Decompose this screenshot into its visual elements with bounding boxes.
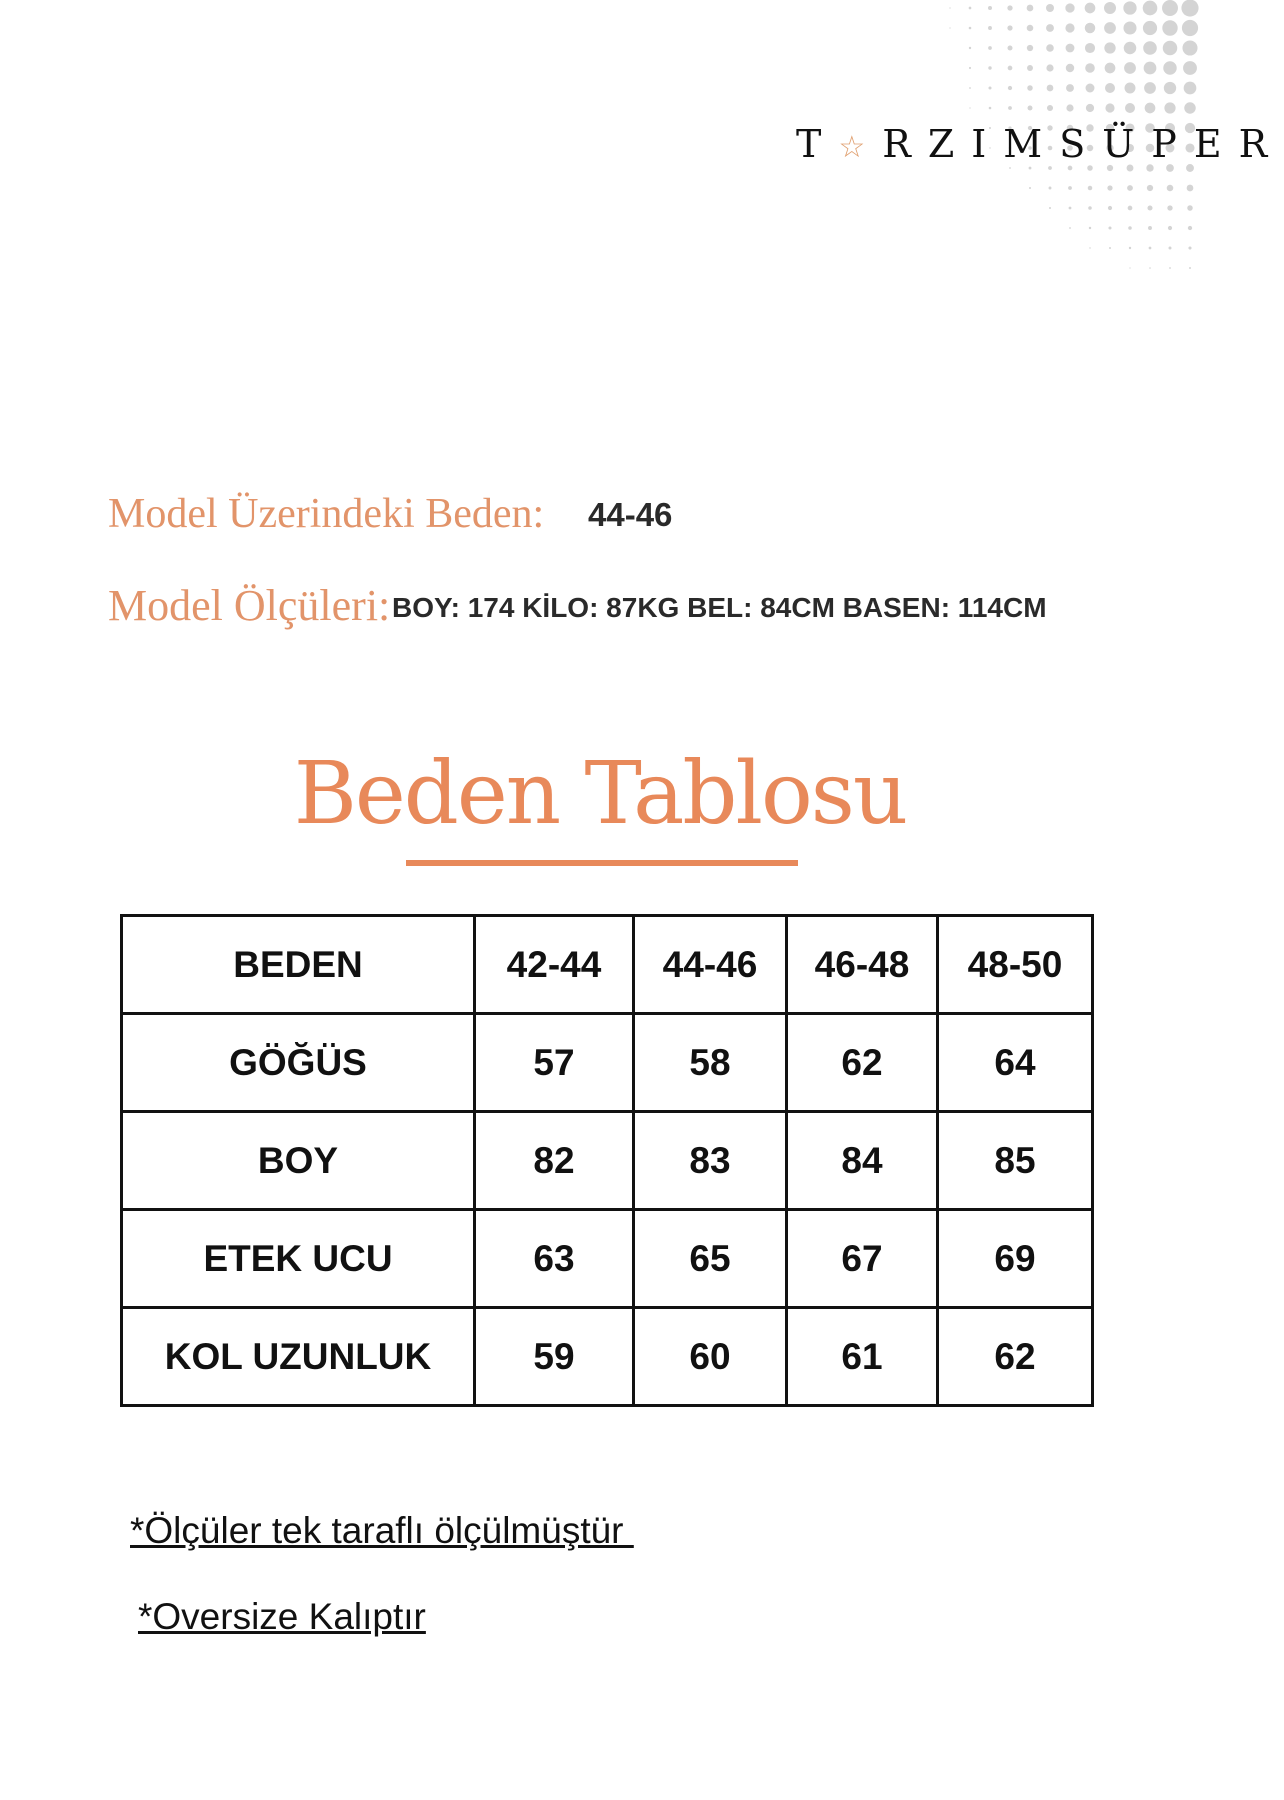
header-cell: 42-44	[475, 916, 634, 1014]
decorative-dot	[1007, 5, 1012, 10]
decorative-dot	[1027, 5, 1034, 12]
table-cell: 62	[938, 1308, 1093, 1406]
decorative-dot	[988, 66, 991, 69]
header-cell: 48-50	[938, 916, 1093, 1014]
decorative-dot	[1109, 247, 1111, 249]
decorative-dot	[1125, 103, 1135, 113]
decorative-dot	[1143, 21, 1157, 35]
model-size-label: Model Üzerindeki Beden:	[108, 491, 545, 537]
row-label-cell: KOL UZUNLUK	[122, 1308, 475, 1406]
decorative-dot	[1143, 1, 1158, 16]
decorative-dot	[1027, 65, 1033, 71]
brand-logo	[796, 122, 1284, 166]
decorative-dot	[1129, 247, 1131, 249]
decorative-dot	[1046, 4, 1054, 12]
decorative-dot	[1164, 102, 1175, 113]
decorative-dot	[1168, 226, 1172, 230]
model-measurements-label: Model Ölçüleri:	[108, 581, 391, 630]
decorative-dot	[1144, 82, 1156, 94]
title-underline	[406, 860, 798, 866]
decorative-dot	[988, 26, 992, 30]
decorative-dot	[1069, 227, 1071, 229]
decorative-dot	[1167, 185, 1174, 192]
decorative-dot	[1089, 227, 1091, 229]
decorative-dot	[1088, 186, 1093, 191]
decorative-dot	[988, 6, 992, 10]
decorative-dot	[1009, 167, 1011, 169]
decorative-dot	[1188, 246, 1191, 249]
decorative-dot	[1187, 205, 1193, 211]
decorative-dot	[1049, 207, 1051, 209]
decorative-dot	[1105, 83, 1115, 93]
table-cell: 61	[787, 1308, 938, 1406]
page-title: Beden Tablosu	[293, 744, 907, 844]
table-cell: 57	[475, 1014, 634, 1112]
decorative-dot	[989, 107, 992, 110]
decorative-dot	[1148, 226, 1152, 230]
row-label-cell: GÖĞÜS	[122, 1014, 475, 1112]
decorative-dot	[1088, 206, 1092, 210]
decorative-dot	[1085, 63, 1095, 73]
decorative-dot	[1066, 64, 1074, 72]
decorative-dot	[1028, 106, 1033, 111]
decorative-dot	[1046, 44, 1054, 52]
header-cell: 46-48	[787, 916, 938, 1014]
decorative-dot	[1123, 1, 1136, 14]
decorative-dot	[1164, 82, 1176, 94]
decorative-dot	[1108, 206, 1112, 210]
decorative-dot	[1047, 105, 1053, 111]
star-icon: ☆	[838, 130, 883, 165]
decorative-dot	[1107, 185, 1112, 190]
decorative-dot	[1086, 84, 1095, 93]
model-measurements-value: BOY: 174 KİLO: 87KG BEL: 84CM BASEN: 114CM	[392, 592, 1047, 623]
decorative-dot	[1187, 185, 1194, 192]
decorative-dot	[1163, 41, 1178, 56]
decorative-dot	[1128, 226, 1132, 230]
decorative-dot	[1027, 85, 1033, 91]
decorative-dot	[988, 86, 991, 89]
decorative-dot	[1184, 82, 1197, 95]
decorative-dot	[1066, 44, 1075, 53]
table-cell: 59	[475, 1308, 634, 1406]
table-cell: 64	[938, 1014, 1093, 1112]
decorative-dot	[1149, 247, 1152, 250]
decorative-dot	[969, 7, 972, 10]
decorative-dot	[1085, 23, 1095, 33]
decorative-dot	[1066, 84, 1074, 92]
decorative-dot	[949, 27, 950, 28]
decorative-dot	[1066, 104, 1073, 111]
brand-text-end: RZIMSÜPER	[882, 122, 1284, 166]
decorative-dot	[1147, 185, 1153, 191]
decorative-dot	[969, 67, 971, 69]
decorative-dot	[1129, 267, 1130, 268]
decorative-dot	[1189, 267, 1191, 269]
decorative-dot	[1104, 22, 1116, 34]
decorative-dot	[1027, 25, 1034, 32]
decorative-dot	[1029, 187, 1031, 189]
table-row	[122, 1014, 1093, 1112]
decorative-dot	[1163, 61, 1176, 74]
header-cell: 44-46	[634, 916, 787, 1014]
decorative-dot	[1069, 207, 1072, 210]
decorative-dot	[1105, 63, 1116, 74]
table-row	[122, 1210, 1093, 1308]
decorative-dot	[1162, 0, 1178, 16]
decorative-dot	[1085, 3, 1096, 14]
table-cell: 65	[634, 1210, 787, 1308]
decorative-dot	[1105, 103, 1114, 112]
decorative-dot	[1188, 226, 1192, 230]
decorative-dot	[1065, 23, 1074, 32]
row-label-cell: BOY	[122, 1112, 475, 1210]
table-cell: 82	[475, 1112, 634, 1210]
decorative-dot	[1167, 205, 1172, 210]
decorative-dot	[1149, 267, 1151, 269]
decorative-dot	[1007, 25, 1012, 30]
decorative-dot	[1046, 64, 1053, 71]
table-cell: 83	[634, 1112, 787, 1210]
decorative-dot	[949, 7, 950, 8]
decorative-dot	[1008, 66, 1013, 71]
decorative-dot	[1128, 206, 1133, 211]
decorative-dot	[969, 87, 971, 89]
table-cell: 85	[938, 1112, 1093, 1210]
table-cell: 62	[787, 1014, 938, 1112]
decorative-dot	[1104, 42, 1115, 53]
decorative-dot	[1169, 247, 1172, 250]
decorative-dot	[1123, 21, 1136, 34]
decorative-dot	[1127, 185, 1133, 191]
note-oversize: *Oversize Kalıptır	[138, 1596, 426, 1637]
decorative-dot	[1124, 42, 1137, 55]
table-cell: 84	[787, 1112, 938, 1210]
decorative-dot	[1008, 86, 1012, 90]
header-cell: BEDEN	[122, 916, 475, 1014]
decorative-dot	[1068, 166, 1073, 171]
note-one-sided-measure: *Ölçüler tek taraflı ölçülmüştür	[130, 1510, 634, 1551]
decorative-dot	[1029, 167, 1032, 170]
decorative-dot	[1182, 20, 1198, 36]
decorative-dot	[1068, 186, 1072, 190]
decorative-dot	[1169, 267, 1171, 269]
decorative-dot	[1184, 102, 1195, 113]
decorative-dot	[1047, 85, 1054, 92]
decorative-dot	[1085, 43, 1095, 53]
decorative-dot	[1049, 187, 1052, 190]
decorative-dot	[988, 46, 992, 50]
decorative-dot	[969, 47, 971, 49]
table-cell: 60	[634, 1308, 787, 1406]
brand-text-start: T	[796, 122, 839, 166]
decorative-dot	[1183, 61, 1197, 75]
decorative-dot	[1145, 103, 1156, 114]
decorative-dot	[1182, 40, 1197, 55]
decorative-dot	[969, 27, 972, 30]
row-label-cell: ETEK UCU	[122, 1210, 475, 1308]
decorative-dot	[1108, 226, 1111, 229]
decorative-dot	[1147, 205, 1152, 210]
table-cell: 69	[938, 1210, 1093, 1308]
table-header-row	[122, 916, 1093, 1014]
decorative-dot	[1104, 2, 1116, 14]
decorative-dot	[1144, 62, 1157, 75]
decorative-dot	[1008, 106, 1012, 110]
decorative-dot	[1048, 166, 1052, 170]
decorative-dot	[1181, 0, 1198, 17]
table-row	[122, 1308, 1093, 1406]
size-table	[120, 914, 1094, 1407]
decorative-dot	[1087, 165, 1093, 171]
decorative-dot	[1124, 62, 1136, 74]
decorative-dot	[1143, 41, 1157, 55]
model-size-value: 44-46	[588, 496, 673, 533]
decorative-dot	[1027, 45, 1033, 51]
decorative-dot	[1162, 20, 1177, 35]
decorative-dot	[1065, 3, 1074, 12]
table-cell: 63	[475, 1210, 634, 1308]
table-cell: 58	[634, 1014, 787, 1112]
decorative-dot	[1089, 247, 1090, 248]
decorative-dot	[1007, 45, 1012, 50]
decorative-dot	[1125, 83, 1136, 94]
decorative-dot	[1046, 24, 1054, 32]
decorative-dot	[969, 107, 970, 108]
table-row	[122, 1112, 1093, 1210]
decorative-dot	[1086, 104, 1094, 112]
table-cell: 67	[787, 1210, 938, 1308]
